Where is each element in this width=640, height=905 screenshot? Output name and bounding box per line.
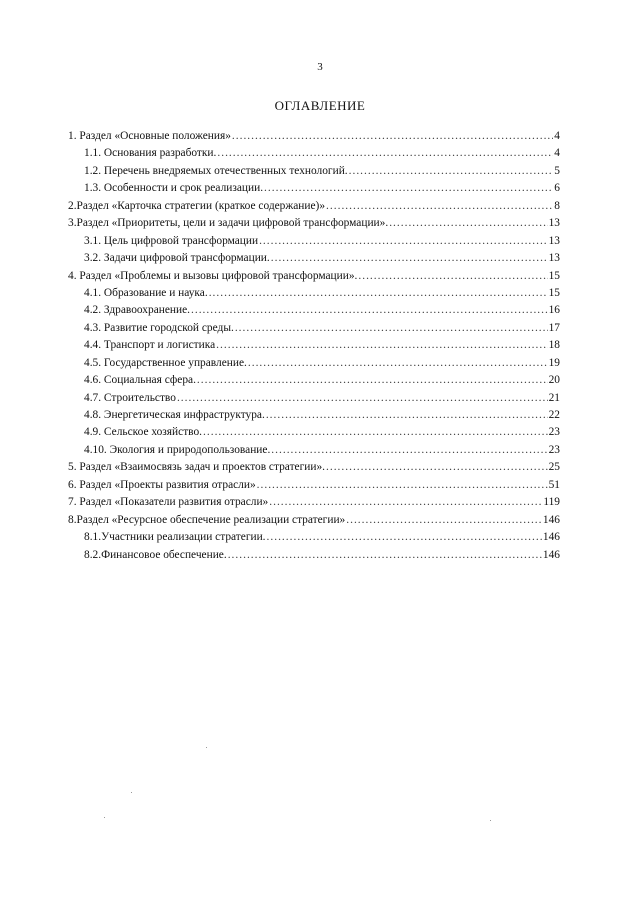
toc-entry[interactable]: [68, 268, 560, 285]
table-of-contents: [68, 128, 560, 564]
toc-entry-page: 13: [548, 234, 560, 247]
toc-entry-page: 5: [554, 164, 560, 177]
toc-entry-page: 119: [543, 496, 560, 509]
toc-leader-dots: [228, 547, 542, 564]
toc-entry[interactable]: [68, 233, 560, 250]
toc-entry-page: 25: [548, 461, 560, 474]
toc-entry-label: 4.5. Государственное управление.: [84, 356, 247, 369]
toc-entry-page: 21: [548, 391, 560, 404]
toc-leader-dots: [216, 337, 547, 354]
scan-speck: [206, 747, 207, 748]
toc-entry-page: 8: [554, 199, 560, 212]
toc-entry-label: 1. Раздел «Основные положения»: [68, 130, 231, 142]
toc-leader-dots: [326, 198, 553, 215]
toc-entry[interactable]: [68, 407, 560, 424]
toc-entry[interactable]: [68, 198, 560, 215]
toc-entry-page: 23: [548, 443, 560, 456]
toc-entry-page: 51: [548, 478, 560, 491]
scan-speck: [131, 792, 132, 793]
toc-entry-label: 4.2. Здравоохранение.: [84, 304, 191, 317]
toc-entry[interactable]: [68, 477, 560, 494]
toc-entry-page: 13: [548, 252, 560, 265]
toc-entry-label: 4. Раздел «Проблемы и вызовы цифровой трансформации».: [68, 269, 358, 282]
toc-entry-page: 146: [542, 548, 560, 561]
toc-entry-label: 7. Раздел «Показатели развития отрасли»: [68, 496, 269, 509]
toc-leader-dots: [235, 320, 548, 337]
toc-entry-page: 19: [548, 356, 560, 369]
toc-entry[interactable]: [68, 285, 560, 302]
scan-speck: [490, 820, 491, 821]
toc-entry[interactable]: [68, 128, 560, 145]
toc-entry[interactable]: [68, 529, 560, 546]
toc-entry-page: 16: [548, 304, 560, 317]
toc-entry[interactable]: [68, 547, 560, 564]
toc-leader-dots: [326, 459, 548, 476]
toc-entry-page: 20: [548, 374, 560, 387]
toc-leader-dots: [349, 163, 554, 180]
toc-leader-dots: [358, 268, 547, 285]
toc-entry[interactable]: [68, 390, 560, 407]
toc-leader-dots: [259, 233, 548, 250]
toc-entry[interactable]: [68, 320, 560, 337]
toc-entry-label: 4.7. Строительство: [84, 391, 176, 404]
toc-entry-label: 8.1.Участники реализации стратегии.: [84, 531, 266, 544]
toc-entry-page: 18: [548, 339, 560, 352]
toc-leader-dots: [177, 390, 548, 407]
toc-entry-page: 146: [542, 531, 560, 544]
toc-entry-label: 4.6. Социальная сфера.: [84, 374, 196, 387]
toc-entry[interactable]: [68, 145, 560, 162]
toc-entry-label: 4.4. Транспорт и логистика: [84, 339, 216, 352]
toc-entry-label: 8.2.Финансовое обеспечение.: [84, 548, 227, 561]
toc-leader-dots: [266, 407, 548, 424]
toc-leader-dots: [191, 302, 548, 319]
toc-leader-dots: [197, 372, 548, 389]
toc-entry[interactable]: [68, 424, 560, 441]
toc-entry-label: 6. Раздел «Проекты развития отрасли»: [68, 478, 256, 491]
toc-entry-page: 22: [548, 409, 560, 421]
toc-leader-dots: [389, 215, 547, 232]
toc-entry-label: 5. Раздел «Взаимосвязь задач и проектов стратегии».: [68, 461, 326, 474]
toc-entry[interactable]: [68, 302, 560, 319]
toc-entry-page: 13: [548, 217, 560, 230]
toc-entry[interactable]: [68, 372, 560, 389]
toc-leader-dots: [248, 355, 548, 372]
toc-title: ОГЛАВЛЕНИЕ: [274, 98, 366, 113]
toc-entry-page: 15: [548, 269, 560, 282]
toc-entry-label: 4.10. Экология и природопользование.: [84, 443, 271, 456]
toc-entry-label: 3.2. Задачи цифровой трансформации.: [84, 252, 270, 265]
toc-entry[interactable]: [68, 512, 560, 529]
toc-entry-page: 4: [554, 147, 560, 160]
toc-entry-label: 3.1. Цель цифровой трансформации: [84, 234, 259, 247]
toc-entry-label: 3.Раздел «Приоритеты, цели и задачи цифровой трансформации».: [68, 217, 389, 230]
toc-leader-dots: [269, 494, 542, 511]
toc-leader-dots: [346, 512, 542, 529]
toc-entry-page: 4: [554, 130, 560, 142]
toc-leader-dots: [271, 442, 547, 459]
page-number: 3: [317, 61, 323, 73]
toc-entry-page: 15: [548, 286, 560, 299]
toc-entry-label: 8.Раздел «Ресурсное обеспечение реализации стратегии»: [68, 513, 346, 526]
toc-leader-dots: [264, 180, 553, 197]
toc-entry-page: 23: [548, 426, 560, 439]
toc-entry[interactable]: [68, 355, 560, 372]
toc-entry[interactable]: [68, 459, 560, 476]
toc-entry[interactable]: [68, 163, 560, 180]
toc-leader-dots: [232, 128, 553, 145]
toc-entry-page: 17: [548, 321, 560, 334]
toc-leader-dots: [209, 285, 548, 302]
toc-entry[interactable]: [68, 215, 560, 232]
toc-entry-page: 6: [554, 182, 560, 195]
toc-entry-label: 1.3. Особенности и срок реализации.: [84, 182, 264, 195]
toc-entry-label: 4.9. Сельское хозяйство.: [84, 426, 203, 439]
toc-entry-page: 146: [542, 513, 560, 526]
toc-entry-label: 4.3. Развитие городской среды.: [84, 321, 234, 334]
toc-entry-label: 4.8. Энергетическая инфраструктура.: [84, 409, 265, 421]
toc-entry-label: 1.2. Перечень внедряемых отечественных технологий.: [84, 164, 348, 177]
toc-entry[interactable]: [68, 494, 560, 511]
toc-entry[interactable]: [68, 442, 560, 459]
toc-entry-label: 4.1. Образование и наука.: [84, 286, 208, 299]
toc-leader-dots: [271, 250, 548, 267]
toc-entry[interactable]: [68, 250, 560, 267]
toc-entry-label: 1.1. Основания разработки.: [84, 147, 217, 160]
toc-entry[interactable]: [68, 180, 560, 197]
toc-leader-dots: [257, 477, 548, 494]
scan-speck: [104, 817, 105, 818]
toc-entry-label: 2.Раздел «Карточка стратегии (краткое содержание)»: [68, 199, 326, 212]
toc-leader-dots: [217, 145, 553, 162]
toc-leader-dots: [203, 424, 548, 441]
toc-leader-dots: [267, 529, 542, 546]
toc-entry[interactable]: [68, 337, 560, 354]
